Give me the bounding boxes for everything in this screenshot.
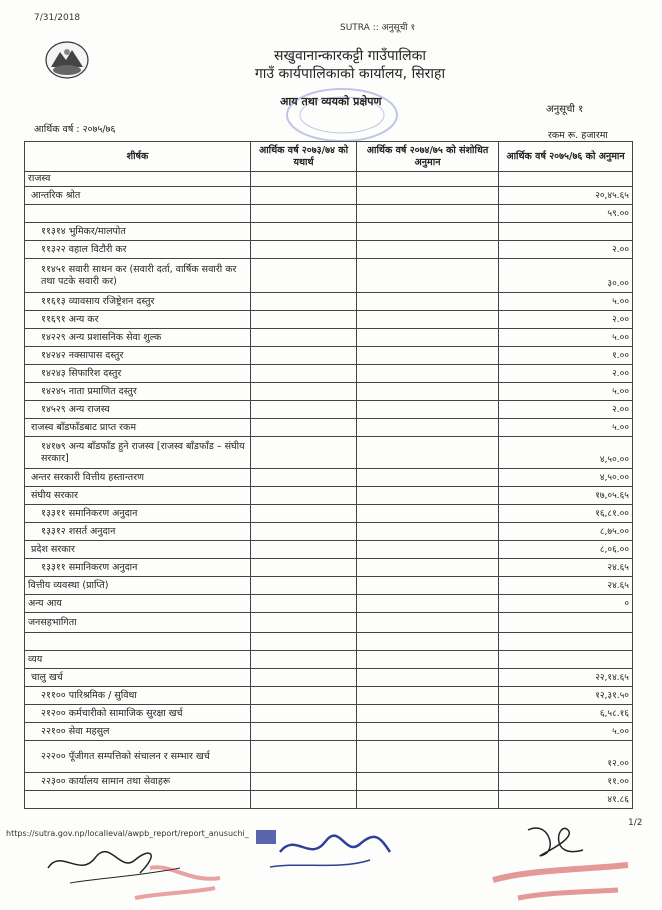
- row-actual: [251, 259, 357, 293]
- row-revised: [357, 505, 499, 523]
- row-estimate: २.००: [499, 401, 633, 419]
- office-stamp-icon: [282, 85, 402, 145]
- row-revised: [357, 559, 499, 577]
- row-actual: [251, 741, 357, 773]
- row-revised: [357, 577, 499, 595]
- row-revised: [357, 401, 499, 419]
- report-title: आय तथा व्ययको प्रक्षेपण: [280, 95, 382, 108]
- row-revised: [357, 651, 499, 669]
- row-title: २२३०० कार्यालय सामान तथा सेवाहरू: [25, 773, 251, 791]
- table-row: [25, 437, 633, 469]
- row-title: ११४५१ सवारी साधन कर (सवारी दर्ता, वार्षिक सवारी कर तथा पटके सवारी कर): [25, 259, 251, 293]
- header-title: शीर्षक: [25, 142, 251, 172]
- row-title: आन्तरिक श्रोत: [25, 187, 251, 205]
- row-actual: [251, 723, 357, 741]
- annex-label: अनुसूची १: [546, 104, 584, 115]
- row-estimate: ४,५०.००: [499, 437, 633, 469]
- row-title: १३३११ समानिकरण अनुदान: [25, 505, 251, 523]
- row-actual: [251, 241, 357, 259]
- row-estimate: ५.००: [499, 329, 633, 347]
- table-row: [25, 505, 633, 523]
- row-title: १४२४३ सिफारिश दस्तुर: [25, 365, 251, 383]
- row-actual: [251, 541, 357, 559]
- row-actual: [251, 311, 357, 329]
- row-revised: [357, 347, 499, 365]
- row-actual: [251, 577, 357, 595]
- row-title: जनसहभागिता: [25, 613, 251, 633]
- table-row: [25, 241, 633, 259]
- row-actual: [251, 505, 357, 523]
- header-estimate: आर्थिक वर्ष २०७५/७६ को अनुमान: [499, 142, 633, 172]
- row-title: १४५२९ अन्य राजस्व: [25, 401, 251, 419]
- row-estimate: [499, 613, 633, 633]
- row-estimate: १७,०५.६५: [499, 487, 633, 505]
- row-revised: [357, 705, 499, 723]
- row-revised: [357, 723, 499, 741]
- table-row: [25, 469, 633, 487]
- table-row: [25, 651, 633, 669]
- row-actual: [251, 705, 357, 723]
- table-row: [25, 487, 633, 505]
- row-revised: [357, 791, 499, 809]
- budget-table: [24, 141, 633, 809]
- table-row: [25, 293, 633, 311]
- row-title: राजस्व: [25, 172, 251, 187]
- fiscal-year: आर्थिक वर्ष : २०७५/७६: [34, 124, 116, 135]
- row-estimate: ४१.८६: [499, 791, 633, 809]
- row-actual: [251, 365, 357, 383]
- table-row: [25, 723, 633, 741]
- table-row: [25, 419, 633, 437]
- table-row: [25, 187, 633, 205]
- row-actual: [251, 401, 357, 419]
- row-actual: [251, 172, 357, 187]
- row-estimate: ५९.००: [499, 205, 633, 223]
- row-revised: [357, 293, 499, 311]
- row-estimate: १.००: [499, 347, 633, 365]
- row-revised: [357, 241, 499, 259]
- row-estimate: ५.००: [499, 419, 633, 437]
- office-title: [200, 47, 500, 83]
- row-actual: [251, 687, 357, 705]
- row-title: १४१७९ अन्य बाँडफाँड हुने राजस्व [राजस्व बाँडफाँड – संघीय सरकार]: [25, 437, 251, 469]
- row-title: २२१०० सेवा महसुल: [25, 723, 251, 741]
- municipality-name: सखुवानान्कारकट्टी गाउँपालिका: [274, 48, 426, 64]
- row-title: अन्तर सरकारी वित्तीय हस्तान्तरण: [25, 469, 251, 487]
- table-body: [25, 172, 633, 809]
- row-revised: [357, 172, 499, 187]
- row-actual: [251, 187, 357, 205]
- table-row: [25, 577, 633, 595]
- table-row: [25, 383, 633, 401]
- row-title: १३३११ समानिकरण अनुदान: [25, 559, 251, 577]
- table-row: [25, 347, 633, 365]
- row-revised: [357, 487, 499, 505]
- row-estimate: ८,७५.००: [499, 523, 633, 541]
- row-title: चालु खर्च: [25, 669, 251, 687]
- row-revised: [357, 329, 499, 347]
- row-estimate: १२,३१.५०: [499, 687, 633, 705]
- row-revised: [357, 311, 499, 329]
- row-title: [25, 791, 251, 809]
- row-revised: [357, 687, 499, 705]
- row-actual: [251, 293, 357, 311]
- row-estimate: [499, 651, 633, 669]
- row-revised: [357, 741, 499, 773]
- row-actual: [251, 669, 357, 687]
- row-title: १४२४२ नक्सापास दस्तुर: [25, 347, 251, 365]
- row-estimate: २२,१४.६५: [499, 669, 633, 687]
- row-revised: [357, 469, 499, 487]
- row-title: ११३१४ भुमिकर/मालपोत: [25, 223, 251, 241]
- row-actual: [251, 559, 357, 577]
- table-row: [25, 401, 633, 419]
- signature-middle-icon: [250, 822, 400, 892]
- row-actual: [251, 419, 357, 437]
- row-title: [25, 205, 251, 223]
- row-title: ११६१३ व्यावसाय रजिष्ट्रेशन दस्तुर: [25, 293, 251, 311]
- row-estimate: [499, 172, 633, 187]
- row-actual: [251, 437, 357, 469]
- row-actual: [251, 595, 357, 613]
- row-actual: [251, 223, 357, 241]
- row-title: संघीय सरकार: [25, 487, 251, 505]
- government-emblem-icon: [44, 40, 90, 80]
- row-estimate: ४,५०.००: [499, 469, 633, 487]
- row-estimate: ३०.००: [499, 259, 633, 293]
- row-revised: [357, 613, 499, 633]
- row-estimate: २४.६५: [499, 577, 633, 595]
- table-row: [25, 259, 633, 293]
- table-row: [25, 172, 633, 187]
- row-revised: [357, 523, 499, 541]
- row-actual: [251, 613, 357, 633]
- signature-right-icon: [488, 820, 638, 905]
- table-row: [25, 365, 633, 383]
- row-estimate: [499, 223, 633, 241]
- row-title: राजस्व बाँडफाँडबाट प्राप्त रकम: [25, 419, 251, 437]
- row-estimate: २०,४५.६५: [499, 187, 633, 205]
- row-title: ११६९१ अन्य कर: [25, 311, 251, 329]
- row-revised: [357, 365, 499, 383]
- row-revised: [357, 669, 499, 687]
- table-row: [25, 541, 633, 559]
- row-title: [25, 633, 251, 651]
- row-actual: [251, 651, 357, 669]
- row-title: २११०० पारिश्रमिक / सुविधा: [25, 687, 251, 705]
- row-estimate: [499, 633, 633, 651]
- row-title: १४२४५ नाता प्रमाणित दस्तुर: [25, 383, 251, 401]
- row-revised: [357, 259, 499, 293]
- table-row: [25, 687, 633, 705]
- row-actual: [251, 487, 357, 505]
- row-revised: [357, 541, 499, 559]
- row-revised: [357, 773, 499, 791]
- row-revised: [357, 223, 499, 241]
- row-title: वित्तीय व्यवस्था (प्राप्ति): [25, 577, 251, 595]
- row-title: अन्य आय: [25, 595, 251, 613]
- table-row: [25, 791, 633, 809]
- row-estimate: ५.००: [499, 383, 633, 401]
- row-estimate: २.००: [499, 311, 633, 329]
- row-revised: [357, 205, 499, 223]
- print-header: SUTRA :: अनुसूची १: [340, 23, 416, 33]
- row-actual: [251, 383, 357, 401]
- table-row: [25, 205, 633, 223]
- row-actual: [251, 347, 357, 365]
- row-estimate: २४.६५: [499, 559, 633, 577]
- row-estimate: १६,८१.००: [499, 505, 633, 523]
- table-row: [25, 559, 633, 577]
- table-row: [25, 741, 633, 773]
- row-title: २१२०० कर्मचारीको सामाजिक सुरक्षा खर्च: [25, 705, 251, 723]
- table-row: [25, 613, 633, 633]
- footer-url: https://sutra.gov.np/localleval/awpb_report/report_anusuchi_: [6, 829, 249, 838]
- table-row: [25, 311, 633, 329]
- row-revised: [357, 437, 499, 469]
- table-row: [25, 773, 633, 791]
- table-row: [25, 329, 633, 347]
- table-row: [25, 595, 633, 613]
- row-estimate: ५.००: [499, 723, 633, 741]
- row-estimate: ६,५८.१६: [499, 705, 633, 723]
- row-actual: [251, 205, 357, 223]
- unit-label: रकम रू. हजारमा: [548, 130, 608, 141]
- row-estimate: २.००: [499, 241, 633, 259]
- signature-left-icon: [40, 838, 240, 908]
- row-estimate: ०: [499, 595, 633, 613]
- row-actual: [251, 773, 357, 791]
- row-title: २२२०० पूँजीगत सम्पत्तिको संचालन र सम्भार खर्च: [25, 741, 251, 773]
- row-title: प्रदेश सरकार: [25, 541, 251, 559]
- row-revised: [357, 595, 499, 613]
- table-row: [25, 523, 633, 541]
- row-estimate: ११.००: [499, 773, 633, 791]
- row-title: १३३१२ शसर्त अनुदान: [25, 523, 251, 541]
- row-title: ११३२२ वहाल विटौरी कर: [25, 241, 251, 259]
- table-row: [25, 223, 633, 241]
- row-title: १४२२९ अन्य प्रशासनिक सेवा शुल्क: [25, 329, 251, 347]
- table-row: [25, 705, 633, 723]
- table-header-row: [25, 142, 633, 172]
- row-estimate: ५.००: [499, 293, 633, 311]
- print-date: 7/31/2018: [34, 13, 81, 23]
- row-actual: [251, 469, 357, 487]
- row-actual: [251, 791, 357, 809]
- row-revised: [357, 383, 499, 401]
- row-title: व्यय: [25, 651, 251, 669]
- row-revised: [357, 633, 499, 651]
- row-estimate: ८,०६.००: [499, 541, 633, 559]
- row-revised: [357, 419, 499, 437]
- table-row: [25, 633, 633, 651]
- office-name: गाउँ कार्यपालिकाको कार्यालय, सिराहा: [254, 66, 446, 82]
- row-estimate: १२.००: [499, 741, 633, 773]
- header-actual: आर्थिक वर्ष २०७३/७४ को यथार्थ: [251, 142, 357, 172]
- row-actual: [251, 633, 357, 651]
- row-estimate: २.००: [499, 365, 633, 383]
- row-actual: [251, 329, 357, 347]
- row-revised: [357, 187, 499, 205]
- page-number: 1/2: [628, 818, 643, 828]
- header-revised: आर्थिक वर्ष २०७४/७५ को संशोधित अनुमान: [357, 142, 499, 172]
- table-row: [25, 669, 633, 687]
- row-actual: [251, 523, 357, 541]
